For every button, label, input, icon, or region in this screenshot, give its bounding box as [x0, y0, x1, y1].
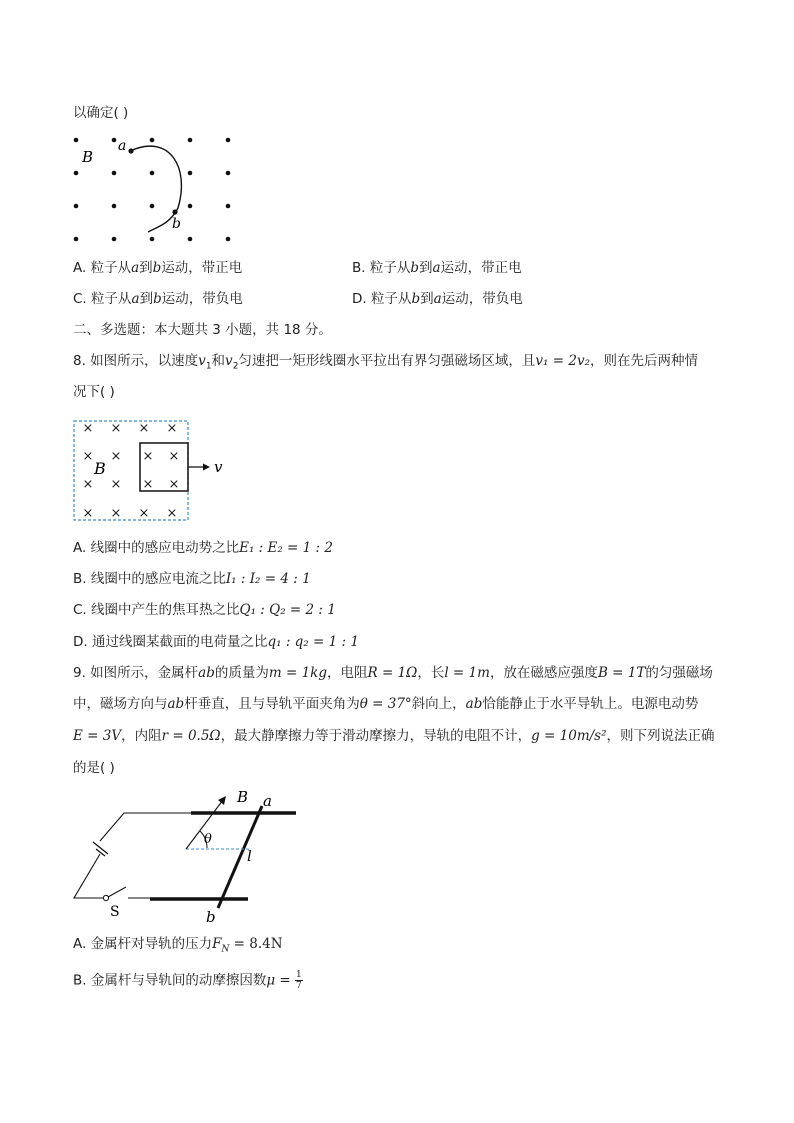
svg-text:×: ×	[110, 421, 122, 436]
point-b-dot	[172, 209, 177, 214]
velocity-arrowhead	[203, 464, 210, 471]
q7-option-c: C. 粒子从a到b运动，带负电	[73, 291, 243, 307]
q7-option-a: A. 粒子从a到b运动，带正电	[73, 260, 243, 276]
svg-text:×: ×	[138, 506, 150, 521]
velocity-label: v	[214, 458, 223, 476]
q8-option-d: D. 通过线圈某截面的电荷量之比q₁ : q₂ = 1 : 1	[73, 634, 359, 650]
angle-label-theta: θ	[204, 832, 212, 847]
svg-text:×: ×	[82, 421, 94, 436]
switch-lever	[108, 887, 126, 897]
field-arrowhead	[218, 796, 226, 805]
q7-option-b: B. 粒子从b到a运动，带正电	[352, 260, 522, 276]
field-label-b: B	[82, 148, 94, 166]
field-label-b: B	[94, 459, 106, 478]
svg-text:×: ×	[166, 506, 178, 521]
svg-text:×: ×	[142, 449, 154, 464]
circuit-wire-top	[100, 813, 191, 841]
q9-stem-line3: E = 3V，内阻r = 0.5Ω，最大静摩擦力等于滑动摩擦力，导轨的电阻不计，g = 10m/s²，则下列说法正确	[73, 728, 715, 744]
rod-end-a-label: a	[263, 792, 272, 810]
q7-figure	[60, 128, 250, 250]
svg-text:×: ×	[166, 421, 178, 436]
q9-option-a: A. 金属杆对导轨的压力$F_N = 8.4N$	[73, 936, 283, 955]
svg-text:×: ×	[82, 449, 94, 464]
q8-stem-line1: 8. 如图所示，以速度$v_1$和$v_2$匀速把一矩形线圈水平拉出有界匀强磁场区域，且v₁ = 2v₂，则在先后两种情	[73, 353, 698, 372]
svg-text:×: ×	[110, 506, 122, 521]
rod-end-b-label: b	[206, 908, 216, 926]
section-heading-multiple-choice: 二、多选题：本大题共 3 小题，共 18 分。	[73, 322, 332, 338]
q7-stem-tail: 以确定( )	[73, 105, 129, 121]
circuit-wire-left	[74, 854, 104, 898]
q8-option-c: C. 线圈中产生的焦耳热之比Q₁ : Q₂ = 2 : 1	[73, 602, 336, 618]
svg-text:×: ×	[110, 477, 122, 492]
svg-text:×: ×	[82, 506, 94, 521]
q7-option-d: D. 粒子从b到a运动，带负电	[352, 291, 523, 307]
svg-text:×: ×	[138, 421, 150, 436]
svg-text:×: ×	[110, 449, 122, 464]
q8-stem-line2: 况下( )	[73, 384, 115, 400]
point-a-label: a	[118, 138, 127, 154]
q9-stem-line4: 的是( )	[73, 760, 115, 776]
q8-option-a: A. 线圈中的感应电动势之比E₁ : E₂ = 1 : 2	[73, 540, 333, 556]
switch-label: S	[110, 904, 120, 920]
fraction: $\frac{1}{7}$	[296, 970, 302, 991]
field-label-b: B	[237, 788, 249, 806]
svg-text:×: ×	[168, 449, 180, 464]
switch-pivot	[103, 895, 108, 900]
q9-stem-line1: 9. 如图所示，金属杆ab的质量为m = 1kg，电阻R = 1Ω，长l = 1m，放在磁感应强度B = 1T的匀强磁场	[73, 665, 713, 681]
point-a-dot	[128, 148, 133, 153]
q8-figure	[70, 418, 240, 524]
svg-text:×: ×	[142, 477, 154, 492]
q9-figure	[66, 786, 306, 926]
q9-option-b: B. 金属杆与导轨间的动摩擦因数μ = $\frac{1}{7}$	[73, 970, 302, 991]
point-b-label: b	[172, 216, 181, 232]
svg-text:×: ×	[168, 477, 180, 492]
metal-rod-ab	[218, 806, 262, 908]
q9-stem-line2: 中，磁场方向与ab杆垂直，且与导轨平面夹角为θ = 37°斜向上，ab恰能静止于水平导轨上。电源电动势	[73, 696, 699, 712]
q8-option-b: B. 线圈中的感应电流之比I₁ : I₂ = 4 : 1	[73, 571, 311, 587]
magnetic-field-dots	[74, 138, 231, 242]
rod-length-label: l	[247, 847, 252, 865]
svg-text:×: ×	[82, 477, 94, 492]
